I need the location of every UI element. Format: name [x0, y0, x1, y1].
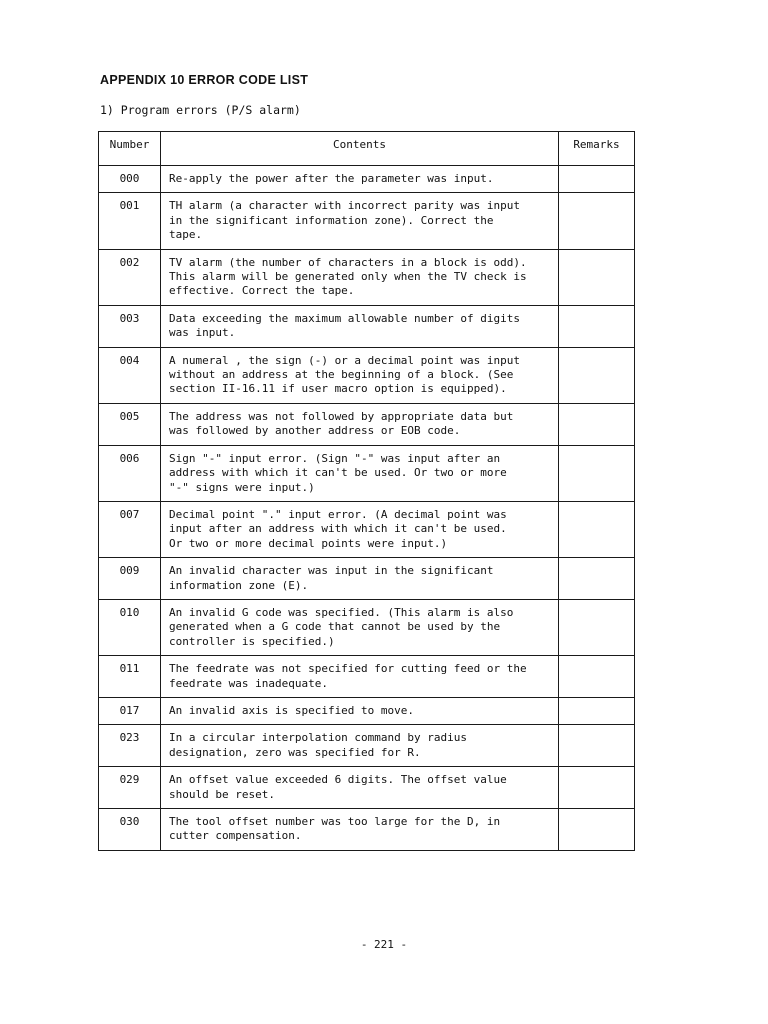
error-remarks-cell [559, 403, 635, 445]
error-number-cell: 002 [99, 249, 161, 305]
error-contents-cell: The feedrate was not specified for cutting feed or the feedrate was inadequate. [161, 656, 559, 698]
table-row [99, 809, 635, 851]
error-contents-cell: The address was not followed by appropriate data but was followed by another address or EOB code. [161, 403, 559, 445]
table-body [99, 166, 635, 851]
table-row [99, 193, 635, 249]
table-row [99, 558, 635, 600]
table-header-row [99, 132, 635, 166]
table-row [99, 501, 635, 557]
error-remarks-cell [559, 501, 635, 557]
table-row [99, 347, 635, 403]
error-contents-cell: TV alarm (the number of characters in a block is odd). This alarm will be generated only when the TV check is effective. Correct the tape. [161, 249, 559, 305]
error-contents-cell: A numeral , the sign (-) or a decimal point was input without an address at the beginning of a block. (See section II-16.11 if user macro option is equipped). [161, 347, 559, 403]
error-number-cell: 003 [99, 305, 161, 347]
error-number-cell: 029 [99, 767, 161, 809]
error-number-cell: 010 [99, 599, 161, 655]
error-number-cell: 007 [99, 501, 161, 557]
error-remarks-cell [559, 725, 635, 767]
error-remarks-cell [559, 697, 635, 724]
error-remarks-cell [559, 558, 635, 600]
table-row [99, 656, 635, 698]
error-contents-cell: An invalid G code was specified. (This alarm is also generated when a G code that cannot be used by the controller is specified.) [161, 599, 559, 655]
table-row [99, 767, 635, 809]
header-contents: Contents [161, 132, 559, 166]
error-contents-cell: The tool offset number was too large for the D, in cutter compensation. [161, 809, 559, 851]
error-remarks-cell [559, 445, 635, 501]
table-row [99, 725, 635, 767]
error-remarks-cell [559, 767, 635, 809]
table-row [99, 403, 635, 445]
error-contents-cell: An invalid character was input in the significant information zone (E). [161, 558, 559, 600]
error-number-cell: 004 [99, 347, 161, 403]
error-number-cell: 011 [99, 656, 161, 698]
error-contents-cell: Re-apply the power after the parameter was input. [161, 166, 559, 193]
error-number-cell: 001 [99, 193, 161, 249]
table-row [99, 697, 635, 724]
error-contents-cell: In a circular interpolation command by radius designation, zero was specified for R. [161, 725, 559, 767]
error-number-cell: 006 [99, 445, 161, 501]
table-row [99, 249, 635, 305]
error-remarks-cell [559, 249, 635, 305]
table-row [99, 166, 635, 193]
error-remarks-cell [559, 656, 635, 698]
page-number: - 221 - [360, 938, 408, 951]
error-number-cell: 000 [99, 166, 161, 193]
header-remarks: Remarks [559, 132, 635, 166]
error-number-cell: 023 [99, 725, 161, 767]
header-number: Number [99, 132, 161, 166]
table-row [99, 599, 635, 655]
table-row [99, 305, 635, 347]
error-remarks-cell [559, 347, 635, 403]
error-contents-cell: Data exceeding the maximum allowable number of digits was input. [161, 305, 559, 347]
error-number-cell: 005 [99, 403, 161, 445]
error-contents-cell: Decimal point "." input error. (A decimal point was input after an address with which it can't be used. Or two or more decimal points were input.) [161, 501, 559, 557]
error-remarks-cell [559, 166, 635, 193]
table-row [99, 445, 635, 501]
error-contents-cell: TH alarm (a character with incorrect parity was input in the significant information zone). Correct the tape. [161, 193, 559, 249]
error-remarks-cell [559, 193, 635, 249]
error-number-cell: 030 [99, 809, 161, 851]
appendix-title: APPENDIX 10 ERROR CODE LIST [100, 73, 309, 87]
error-contents-cell: An offset value exceeded 6 digits. The offset value should be reset. [161, 767, 559, 809]
error-number-cell: 009 [99, 558, 161, 600]
error-number-cell: 017 [99, 697, 161, 724]
error-code-table [98, 131, 635, 851]
error-remarks-cell [559, 809, 635, 851]
error-remarks-cell [559, 599, 635, 655]
error-contents-cell: Sign "-" input error. (Sign "-" was input after an address with which it can't be used. Or two or more "-" signs were input.) [161, 445, 559, 501]
error-contents-cell: An invalid axis is specified to move. [161, 697, 559, 724]
error-remarks-cell [559, 305, 635, 347]
section-subtitle: 1) Program errors (P/S alarm) [100, 103, 301, 117]
